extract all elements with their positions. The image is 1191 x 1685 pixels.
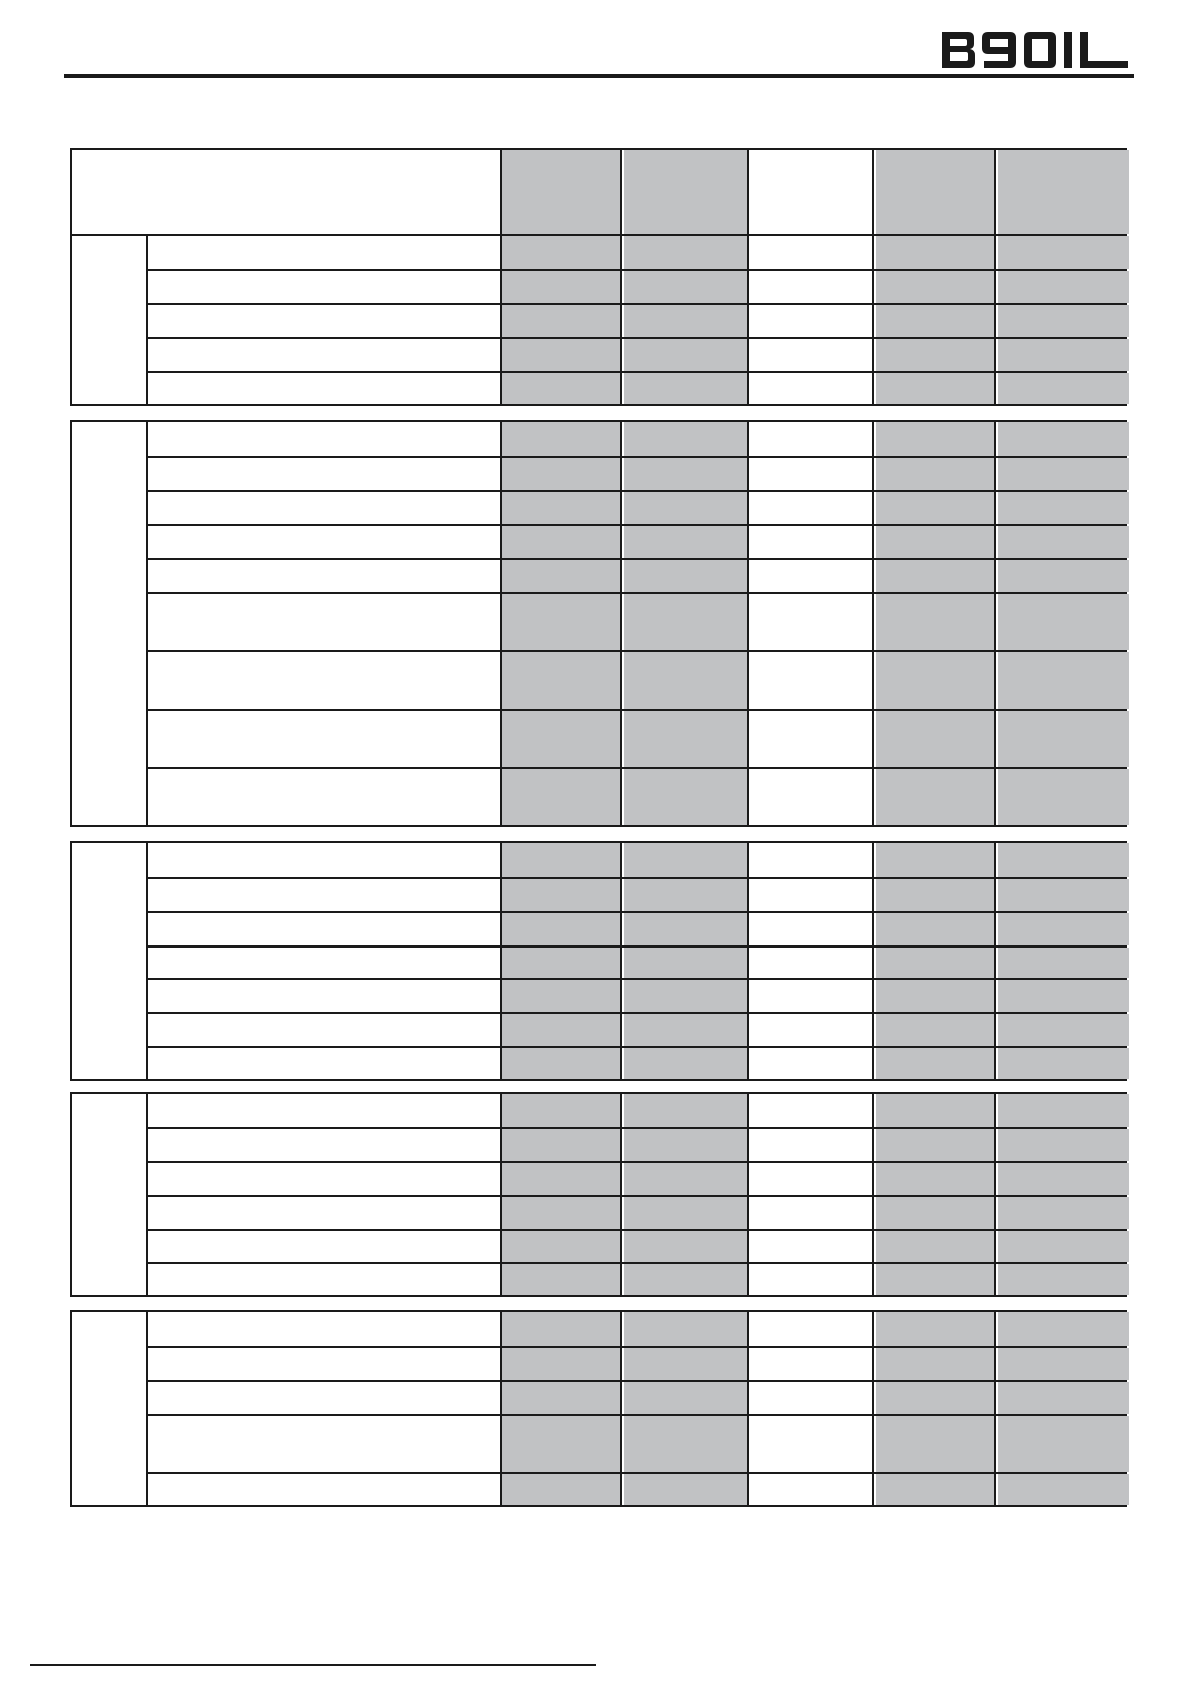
table-cell <box>624 236 749 269</box>
footer-rule <box>30 1664 596 1666</box>
table-row <box>148 767 1125 825</box>
table-row <box>148 558 1125 592</box>
table-cell <box>624 843 749 877</box>
table-row <box>148 877 1125 911</box>
table-cell <box>624 458 749 490</box>
table-cell <box>624 913 749 945</box>
table-cell <box>624 711 749 767</box>
table-cell <box>624 1416 749 1472</box>
column-divider <box>620 1094 622 1295</box>
table-cell <box>624 1197 749 1229</box>
table-cell <box>751 339 874 371</box>
table-row <box>72 1312 1125 1346</box>
table-row <box>148 1012 1125 1046</box>
column-divider <box>747 1094 749 1295</box>
table-cell <box>502 980 622 1012</box>
column-divider <box>747 1312 749 1505</box>
table-cell <box>751 769 874 825</box>
table-cell <box>998 422 1129 456</box>
column-divider <box>994 1312 996 1505</box>
column-divider <box>146 1312 148 1505</box>
table-cell <box>876 1014 996 1046</box>
column-divider <box>500 150 502 234</box>
table-cell <box>998 305 1129 337</box>
column-divider <box>994 236 996 404</box>
table-cell <box>876 843 996 877</box>
table-cell <box>998 769 1129 825</box>
table-cell <box>502 1231 622 1262</box>
table-cell <box>751 526 874 558</box>
table-row <box>72 150 1125 234</box>
table-row <box>148 650 1125 709</box>
table-cell <box>751 1231 874 1262</box>
table-cell <box>998 458 1129 490</box>
table-cell <box>998 711 1129 767</box>
table-cell <box>998 271 1129 303</box>
table-cell <box>998 1163 1129 1195</box>
table-cell <box>502 879 622 911</box>
column-divider <box>872 1312 874 1505</box>
table-cell <box>751 492 874 524</box>
table-cell <box>876 492 996 524</box>
header-rule <box>64 74 1134 78</box>
table-row <box>148 978 1125 1012</box>
table-cell <box>751 422 874 456</box>
column-divider <box>500 1094 502 1295</box>
column-divider <box>994 422 996 825</box>
table-cell <box>998 652 1129 709</box>
table-cell <box>998 373 1129 404</box>
column-divider <box>747 236 749 404</box>
table-cell <box>624 1129 749 1161</box>
table-cell <box>998 1474 1129 1505</box>
table-row <box>148 303 1125 337</box>
table-row <box>148 1414 1125 1472</box>
table-cell <box>624 1348 749 1380</box>
column-divider <box>620 1312 622 1505</box>
table-cell <box>876 305 996 337</box>
table-row <box>72 1094 1125 1127</box>
table-cell <box>502 150 622 234</box>
table-cell <box>624 150 749 234</box>
table-cell <box>502 1264 622 1295</box>
table-group-5 <box>70 1310 1127 1507</box>
table-cell <box>998 1312 1129 1346</box>
table-cell <box>998 980 1129 1012</box>
column-divider <box>747 422 749 825</box>
table-row <box>148 490 1125 524</box>
table-cell <box>502 526 622 558</box>
table-cell <box>876 526 996 558</box>
table-cell <box>502 843 622 877</box>
column-divider <box>620 236 622 404</box>
table-cell <box>624 948 749 978</box>
table-cell <box>751 980 874 1012</box>
table-cell <box>751 843 874 877</box>
table-cell <box>751 1094 874 1127</box>
table-cell <box>751 1474 874 1505</box>
table-cell <box>876 1231 996 1262</box>
table-cell <box>624 652 749 709</box>
table-cell <box>876 948 996 978</box>
table-cell <box>876 373 996 404</box>
table-cell <box>751 236 874 269</box>
table-row <box>148 269 1125 303</box>
table-cell <box>876 271 996 303</box>
table-cell <box>624 526 749 558</box>
table-cell <box>876 422 996 456</box>
column-divider <box>994 1094 996 1295</box>
table-cell <box>751 1348 874 1380</box>
table-cell <box>876 1474 996 1505</box>
table-cell <box>998 879 1129 911</box>
table-cell <box>751 948 874 978</box>
column-divider <box>500 843 502 1079</box>
table-cell <box>502 1416 622 1472</box>
table-cell <box>502 422 622 456</box>
table-row <box>148 1229 1125 1262</box>
table-cell <box>876 458 996 490</box>
table-row <box>148 945 1125 978</box>
column-divider <box>500 422 502 825</box>
table-cell <box>751 1264 874 1295</box>
table-cell <box>876 1094 996 1127</box>
table-cell <box>998 560 1129 592</box>
table-cell <box>998 1197 1129 1229</box>
column-divider <box>146 843 148 1079</box>
brand-logo <box>938 20 1134 76</box>
column-divider <box>872 150 874 234</box>
table-row <box>148 1195 1125 1229</box>
table-cell <box>624 339 749 371</box>
table-cell <box>624 1382 749 1414</box>
column-divider <box>146 236 148 404</box>
column-divider <box>872 1094 874 1295</box>
table-cell <box>876 1348 996 1380</box>
table-cell <box>502 1382 622 1414</box>
table-cell <box>876 1382 996 1414</box>
table-row <box>148 709 1125 767</box>
table-cell <box>624 1163 749 1195</box>
table-cell <box>502 305 622 337</box>
table-cell <box>624 1094 749 1127</box>
column-divider <box>994 843 996 1079</box>
column-divider <box>994 150 996 234</box>
table-cell <box>624 980 749 1012</box>
table-cell <box>998 913 1129 945</box>
table-cell <box>624 373 749 404</box>
table-cell <box>876 769 996 825</box>
table-cell <box>624 271 749 303</box>
table-row <box>148 911 1125 945</box>
table-cell <box>751 879 874 911</box>
table-row <box>72 236 1125 269</box>
table-cell <box>751 1129 874 1161</box>
table-cell <box>624 1312 749 1346</box>
table-cell <box>751 652 874 709</box>
table-cell <box>624 422 749 456</box>
table-cell <box>998 526 1129 558</box>
table-row <box>148 337 1125 371</box>
table-cell <box>998 1014 1129 1046</box>
column-divider <box>620 843 622 1079</box>
table-cell <box>876 150 996 234</box>
table-cell <box>502 236 622 269</box>
table-cell <box>751 1382 874 1414</box>
table-cell <box>998 236 1129 269</box>
table-cell <box>751 458 874 490</box>
column-divider <box>146 1094 148 1295</box>
table-group-2 <box>70 420 1127 827</box>
table-cell <box>502 1094 622 1127</box>
table-cell <box>751 1197 874 1229</box>
table-cell <box>876 1048 996 1079</box>
table-cell <box>876 594 996 650</box>
table-cell <box>624 594 749 650</box>
table-row <box>72 843 1125 877</box>
table-cell <box>751 1163 874 1195</box>
table-cell <box>876 652 996 709</box>
table-cell <box>751 373 874 404</box>
column-divider <box>747 150 749 234</box>
table-row <box>148 524 1125 558</box>
table-row <box>148 1262 1125 1295</box>
table-group-4 <box>70 1092 1127 1297</box>
table-cell <box>502 769 622 825</box>
table-cell <box>624 560 749 592</box>
table-cell <box>502 1197 622 1229</box>
table-cell <box>624 1231 749 1262</box>
table-row <box>148 1161 1125 1195</box>
column-divider <box>872 843 874 1079</box>
table-cell <box>998 1348 1129 1380</box>
table-cell <box>502 1348 622 1380</box>
table-cell <box>751 150 874 234</box>
table-cell <box>998 1048 1129 1079</box>
table-row <box>148 1127 1125 1161</box>
table-cell <box>876 236 996 269</box>
table-row <box>148 1380 1125 1414</box>
column-divider <box>620 150 622 234</box>
table-row <box>148 592 1125 650</box>
table-cell <box>751 711 874 767</box>
table-row <box>148 1046 1125 1079</box>
table-cell <box>998 948 1129 978</box>
table-cell <box>624 1474 749 1505</box>
table-cell <box>624 879 749 911</box>
table-cell <box>876 1197 996 1229</box>
table-cell <box>998 1129 1129 1161</box>
table-cell <box>998 1094 1129 1127</box>
table-cell <box>998 339 1129 371</box>
table-cell <box>502 271 622 303</box>
table-cell <box>998 1264 1129 1295</box>
table-cell <box>502 711 622 767</box>
table-cell <box>998 843 1129 877</box>
table-cell <box>751 1014 874 1046</box>
table-cell <box>876 980 996 1012</box>
table-cell <box>751 594 874 650</box>
table-cell <box>502 1312 622 1346</box>
table-cell <box>502 594 622 650</box>
table-cell <box>998 594 1129 650</box>
table-group-3 <box>70 841 1127 1081</box>
table-cell <box>751 560 874 592</box>
column-divider <box>872 422 874 825</box>
table-cell <box>624 1264 749 1295</box>
column-divider <box>500 1312 502 1505</box>
table-cell <box>751 1048 874 1079</box>
table-row <box>148 371 1125 404</box>
table-cell <box>502 458 622 490</box>
table-cell <box>624 769 749 825</box>
table-cell <box>502 492 622 524</box>
table-cell <box>998 1382 1129 1414</box>
table-cell <box>624 1014 749 1046</box>
table-cell <box>876 711 996 767</box>
table-cell <box>998 1231 1129 1262</box>
table-cell <box>502 1014 622 1046</box>
table-cell <box>876 1312 996 1346</box>
table-cell <box>876 339 996 371</box>
table-cell <box>502 1129 622 1161</box>
table-cell <box>876 1416 996 1472</box>
table-cell <box>624 492 749 524</box>
table-cell <box>502 560 622 592</box>
table-cell <box>502 1048 622 1079</box>
column-divider <box>500 236 502 404</box>
table-header-block <box>70 148 1127 236</box>
column-divider <box>146 422 148 825</box>
table-group-1 <box>70 234 1127 406</box>
table-cell <box>751 1312 874 1346</box>
table-cell <box>751 271 874 303</box>
table-cell <box>502 948 622 978</box>
column-divider <box>620 422 622 825</box>
table-cell <box>876 560 996 592</box>
table-cell <box>502 913 622 945</box>
table-cell <box>876 879 996 911</box>
table-cell <box>751 913 874 945</box>
table-cell <box>502 373 622 404</box>
table-cell <box>502 339 622 371</box>
table-row <box>148 1346 1125 1380</box>
table-cell <box>998 1416 1129 1472</box>
table-cell <box>751 305 874 337</box>
table-row <box>148 456 1125 490</box>
table-cell <box>876 1129 996 1161</box>
table-cell <box>998 150 1129 234</box>
table-cell <box>624 305 749 337</box>
table-cell <box>998 492 1129 524</box>
table-cell <box>751 1416 874 1472</box>
table-cell <box>876 913 996 945</box>
table-cell <box>624 1048 749 1079</box>
column-divider <box>747 843 749 1079</box>
table-cell <box>876 1163 996 1195</box>
table-row <box>148 1472 1125 1505</box>
table-cell <box>876 1264 996 1295</box>
table-cell <box>502 1474 622 1505</box>
column-divider <box>872 236 874 404</box>
table-cell <box>502 1163 622 1195</box>
table-row <box>72 422 1125 456</box>
table-cell <box>502 652 622 709</box>
